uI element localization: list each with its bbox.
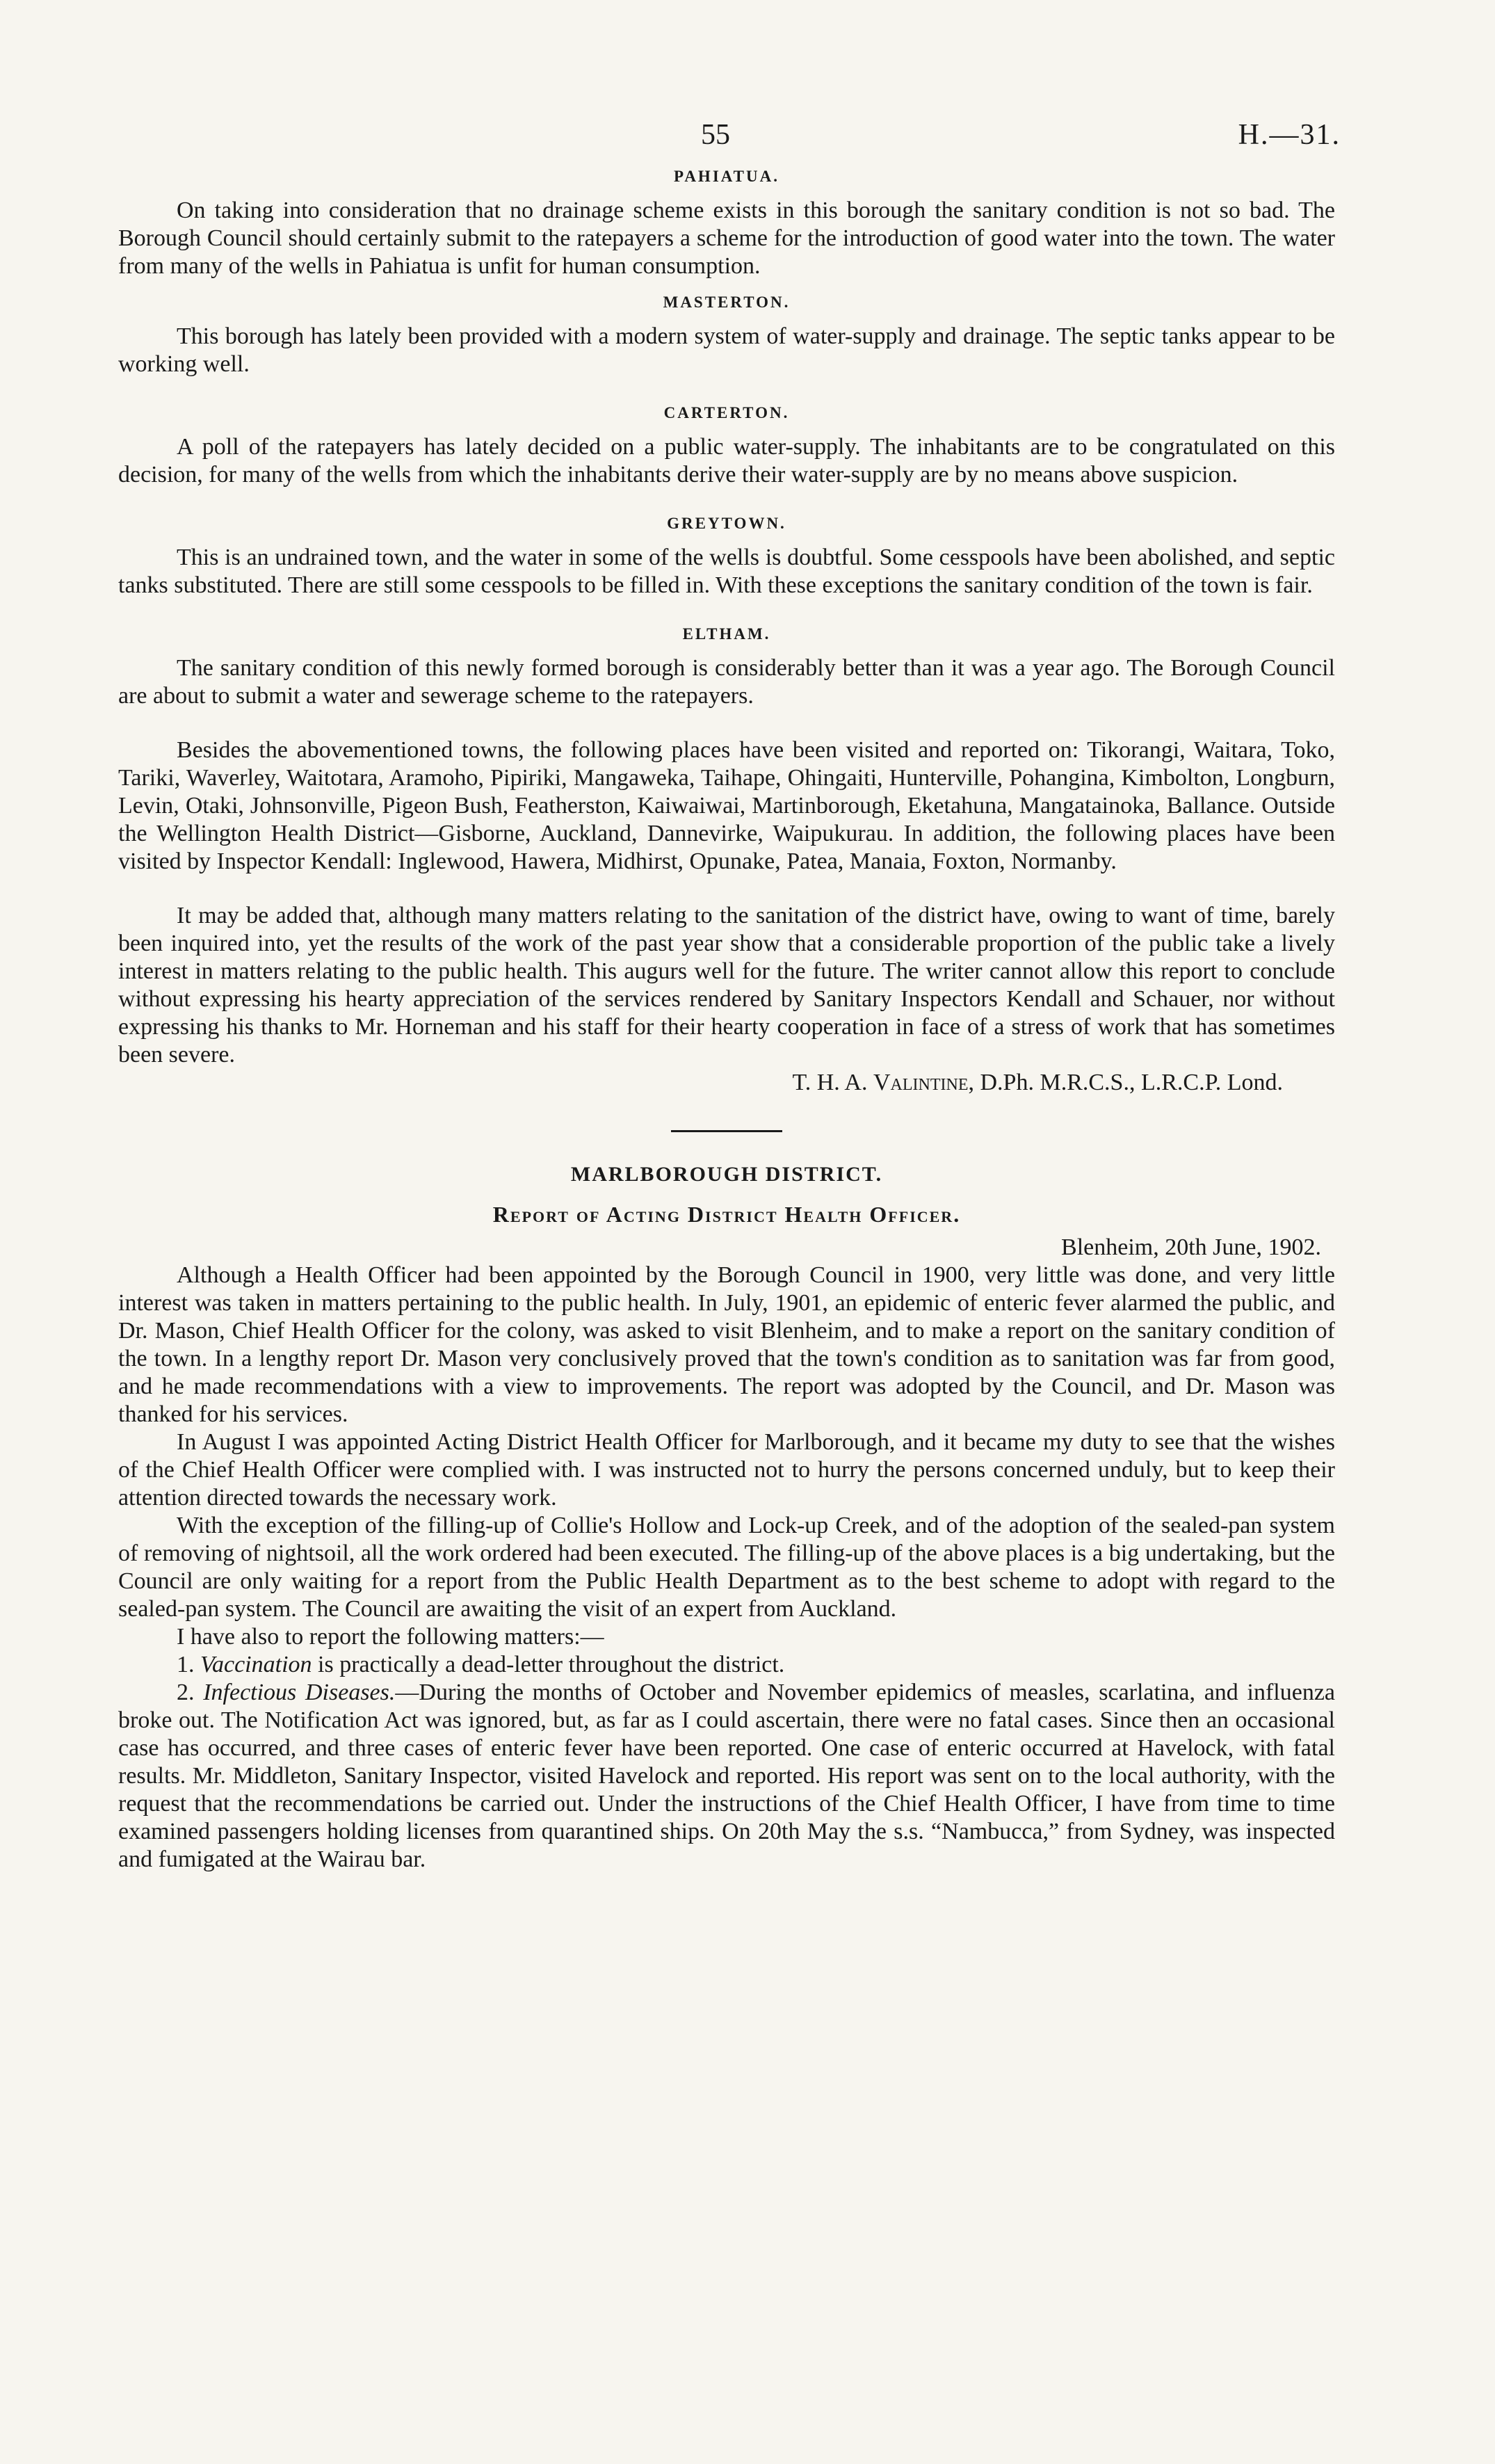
list-item-text: is practically a dead-letter throughout the district.	[312, 1652, 785, 1677]
section-heading-eltham: ELTHAM.	[682, 625, 771, 643]
section-heading-pahiatua: PAHIATUA.	[673, 168, 779, 185]
signature-credentials: , D.Ph. M.R.C.S., L.R.C.P. Lond.	[968, 1070, 1283, 1095]
section-body-pahiatua: On taking into consideration that no drainage scheme exists in this borough the sanitary condition is not so bad. The Borough Council should certainly submit to the ratepayers a scheme for the introduction of good water into the town. The water from many of the wells in Pahiatua is unfit for human consumption.	[118, 198, 1335, 279]
district-title: MARLBOROUGH DISTRICT.	[570, 1163, 883, 1186]
list-item-number: 2.	[177, 1680, 204, 1705]
list-item-title: Vaccination	[200, 1652, 312, 1677]
list-item-infectious-diseases	[118, 1679, 1335, 1874]
section-body-masterton: This borough has lately been provided with a modern system of water-supply and drainage. The septic tanks appear to be working well.	[118, 323, 1335, 377]
document-page	[118, 118, 1341, 1874]
page-number: 55	[701, 119, 730, 151]
section-body-greytown: This is an undrained town, and the water in some of the wells is doubtful. Some cesspools have been abolished, and septic tanks substituted. There are still some cesspools to be filled in. With these exceptions the sanitary condition of the town is fair.	[118, 545, 1335, 598]
marlborough-paragraph-2: In August I was appointed Acting District Health Officer for Marlborough, and it became my duty to see that the wishes of the Chief Health Officer were complied with. I was instructed not to hurry the persons concerned unduly, but to keep their attention directed towards the necessary work.	[118, 1429, 1335, 1511]
list-item-text: —During the months of October and November epidemics of measles, scarlatina, and influenza broke out. The Notification Act was ignored, but, as far as I could ascertain, there were no fatal cases. Since then an occasional case has occurred, and three cases of enteric fever have been reported. One case of enteric occurred at Havelock, with fatal results. Mr. Middleton, Sanitary Inspector, visited Havelock and reported. His report was sent on to the local authority, with the request that the recommendations be carried out. Under the instructions of the Chief Health Officer, I have from time to time examined passengers holding licenses from quarantined ships. On 20th May the s.s. “Nambucca,” from Sydney, was inspected and fumigated at the Wairau bar.	[118, 1680, 1336, 1872]
page-header	[118, 118, 1341, 160]
report-title: Report of Acting District Health Officer.	[492, 1202, 961, 1227]
list-item-number: 1.	[177, 1652, 200, 1677]
marlborough-paragraph-1: Although a Health Officer had been appointed by the Borough Council in 1900, very little was done, and very little interest was taken in matters pertaining to the public health. In July, 1901, an epidemic of enteric fever alarmed the public, and Dr. Mason, Chief Health Officer for the colony, was asked to visit Blenheim, and to make a report on the sanitary condition of the town. In a lengthy report Dr. Mason very conclusively proved that the town's condition as to sanitation was far from good, and he made recommendations with a view to improvements. The report was adopted by the Council, and Dr. Mason was thanked for his services.	[118, 1262, 1335, 1427]
list-item-vaccination	[118, 1651, 1335, 1679]
signature-name: Valintine	[873, 1070, 969, 1095]
signature	[118, 1069, 1283, 1097]
closing-paragraph: It may be added that, although many matters relating to the sanitation of the district have, owing to want of time, barely been inquired into, yet the results of the work of the past year show that a considerable proportion of the public take a lively interest in matters relating to the public health. This augurs well for the future. The writer cannot allow this report to conclude without expressing his hearty appreciation of the services rendered by Sanitary Inspectors Kendall and Schauer, nor without expressing his thanks to Mr. Horneman and his staff for their hearty cooperation in face of a stress of work that has sometimes been severe.	[118, 903, 1335, 1068]
signature-initials: T. H. A.	[792, 1070, 868, 1095]
section-heading-masterton: MASTERTON.	[663, 293, 791, 311]
marlborough-paragraph-3: With the exception of the filling-up of Collie's Hollow and Lock-up Creek, and of the adoption of the sealed-pan system of removing of nightsoil, all the work ordered had been executed. The filling-up of the above places is a big undertaking, but the Council are only waiting for a report from the Public Health Department as to the best scheme to adopt with regard to the sealed-pan system. The Council are awaiting the visit of an expert from Auckland.	[118, 1513, 1335, 1622]
dateline: Blenheim, 20th June, 1902.	[1061, 1234, 1321, 1260]
document-reference: H.—31.	[1238, 119, 1341, 151]
section-heading-greytown: GREYTOWN.	[667, 515, 786, 532]
list-item-title: Infectious Diseases.	[203, 1680, 396, 1705]
marlborough-paragraph-4: I have also to report the following matters:—	[177, 1624, 604, 1650]
section-body-carterton: A poll of the ratepayers has lately decided on a public water-supply. The inhabitants are to be congratulated on this decision, for many of the wells from which the inhabitants derive their water-supply are by no means above suspicion.	[118, 434, 1335, 488]
section-body-eltham: The sanitary condition of this newly formed borough is considerably better than it was a year ago. The Borough Council are about to submit a water and sewerage scheme to the ratepayers.	[118, 655, 1335, 709]
section-heading-carterton: CARTERTON.	[663, 404, 790, 421]
places-visited-paragraph: Besides the abovementioned towns, the following places have been visited and reported on: Tikorangi, Waitara, Toko, Tariki, Waverley, Waitotara, Aramoho, Pipiriki, Mangaweka, Taihape, Ohingaiti, Hunterville, Pohangina, Kimbolton, Longburn, Levin, Otaki, Johnsonville, Pigeon Bush, Featherston, Kaiwaiwai, Martinborough, Eketahuna, Mangatainoka, Ballance. Outside the Wellington Health District—Gisborne, Auckland, Dannevirke, Waipukurau. In addition, the following places have been visited by Inspector Kendall: Inglewood, Hawera, Midhirst, Opunake, Patea, Manaia, Foxton, Normanby.	[118, 737, 1335, 874]
